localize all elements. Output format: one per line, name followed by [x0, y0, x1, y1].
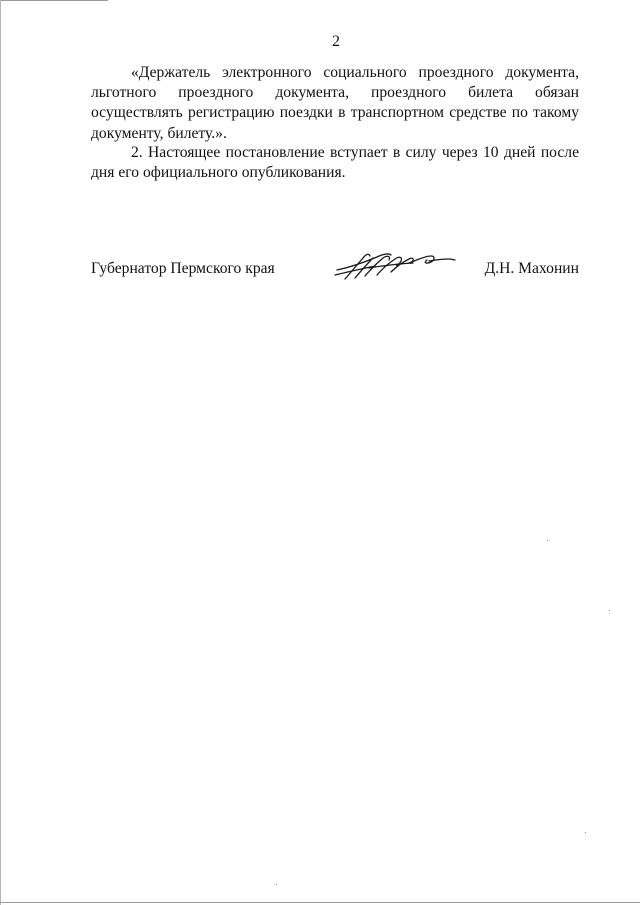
paragraph-2-rest: дня его официального опубликования.	[91, 164, 346, 182]
paragraph-1-first-line: «Держатель электронного социального проездного документа,	[131, 64, 579, 81]
paragraph-2-first-line: 2. Настоящее постановление вступает в силу через 10 дней после	[131, 144, 579, 161]
scan-speck	[547, 540, 548, 541]
paragraph-1-rest: льготного проездного документа, проездного билета обязан осуществлять регистрацию поездки в транспортном средстве по такому документу, билету.».	[91, 84, 579, 142]
signatory-name: Д.Н. Махонин	[484, 260, 579, 277]
scan-speck	[609, 610, 610, 611]
signatory-position: Губернатор Пермского края	[91, 260, 275, 277]
paragraph-1	[91, 63, 579, 144]
signature-block	[91, 248, 579, 288]
page-number: 2	[332, 33, 340, 50]
scan-edge-bottom	[0, 902, 640, 903]
scan-speck	[585, 832, 586, 833]
handwritten-signature	[331, 248, 456, 282]
scan-speck	[276, 884, 277, 885]
scan-edge-left	[0, 0, 1, 905]
scan-edge-top	[0, 0, 108, 1]
paragraph-2	[91, 143, 579, 183]
